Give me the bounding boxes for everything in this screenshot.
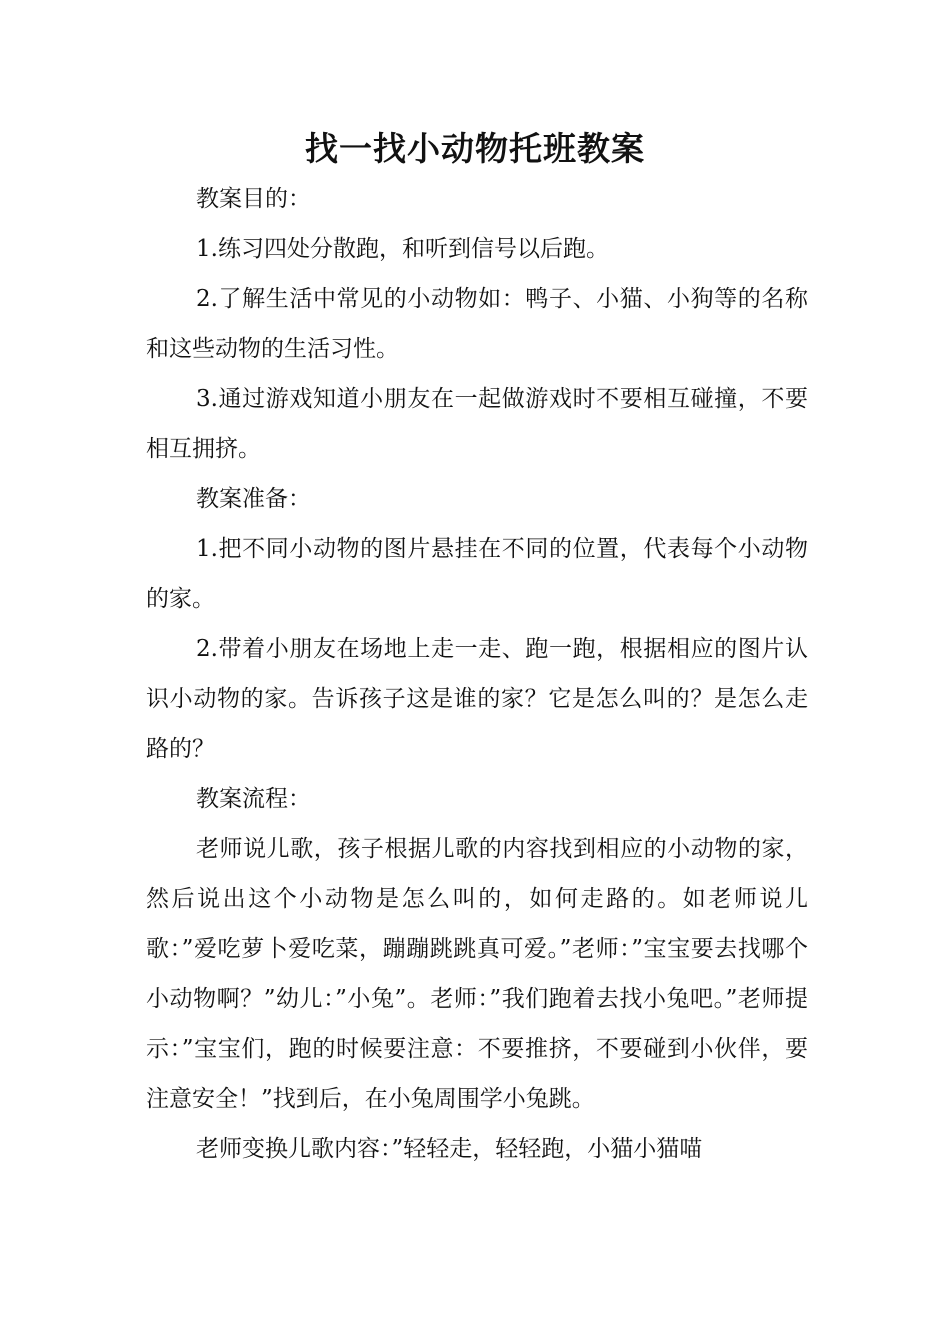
section-heading-preparation: 教案准备： <box>196 486 311 512</box>
section-heading-goals: 教案目的： <box>196 186 311 212</box>
preparation-item-2: 2.带着小朋友在场地上走一走、跑一跑，根据相应的图片认识小动物的家。告诉孩子这是谁的家？它是怎么叫的？是怎么走路的？ <box>146 636 808 762</box>
document-title: 找一找小动物托班教案 <box>305 129 645 168</box>
process-paragraph-2: 老师变换儿歌内容：”轻轻走，轻轻跑，小猫小猫喵 <box>196 1136 703 1162</box>
document-body <box>146 174 808 1174</box>
goal-item-1: 1.练习四处分散跑，和听到信号以后跑。 <box>196 236 609 262</box>
section-heading-process: 教案流程： <box>196 786 311 812</box>
process-paragraph-1: 老师说儿歌，孩子根据儿歌的内容找到相应的小动物的家，然后说出这个小动物是怎么叫的，如何走路的。如老师说儿歌：”爱吃萝卜爱吃菜，蹦蹦跳跳真可爱。”老师：”宝宝要去找哪个小动物啊？”幼儿：”小兔”。老师：”我们跑着去找小兔吧。”老师提示：”宝宝们，跑的时候要注意：不要推挤，不要碰到小伙伴，要注意安全！”找到后，在小兔周围学小兔跳。 <box>146 836 808 1112</box>
preparation-item-1: 1.把不同小动物的图片悬挂在不同的位置，代表每个小动物的家。 <box>146 536 808 612</box>
goal-item-2: 2.了解生活中常见的小动物如：鸭子、小猫、小狗等的名称和这些动物的生活习性。 <box>146 286 808 362</box>
goal-item-3: 3.通过游戏知道小朋友在一起做游戏时不要相互碰撞，不要相互拥挤。 <box>146 386 808 462</box>
